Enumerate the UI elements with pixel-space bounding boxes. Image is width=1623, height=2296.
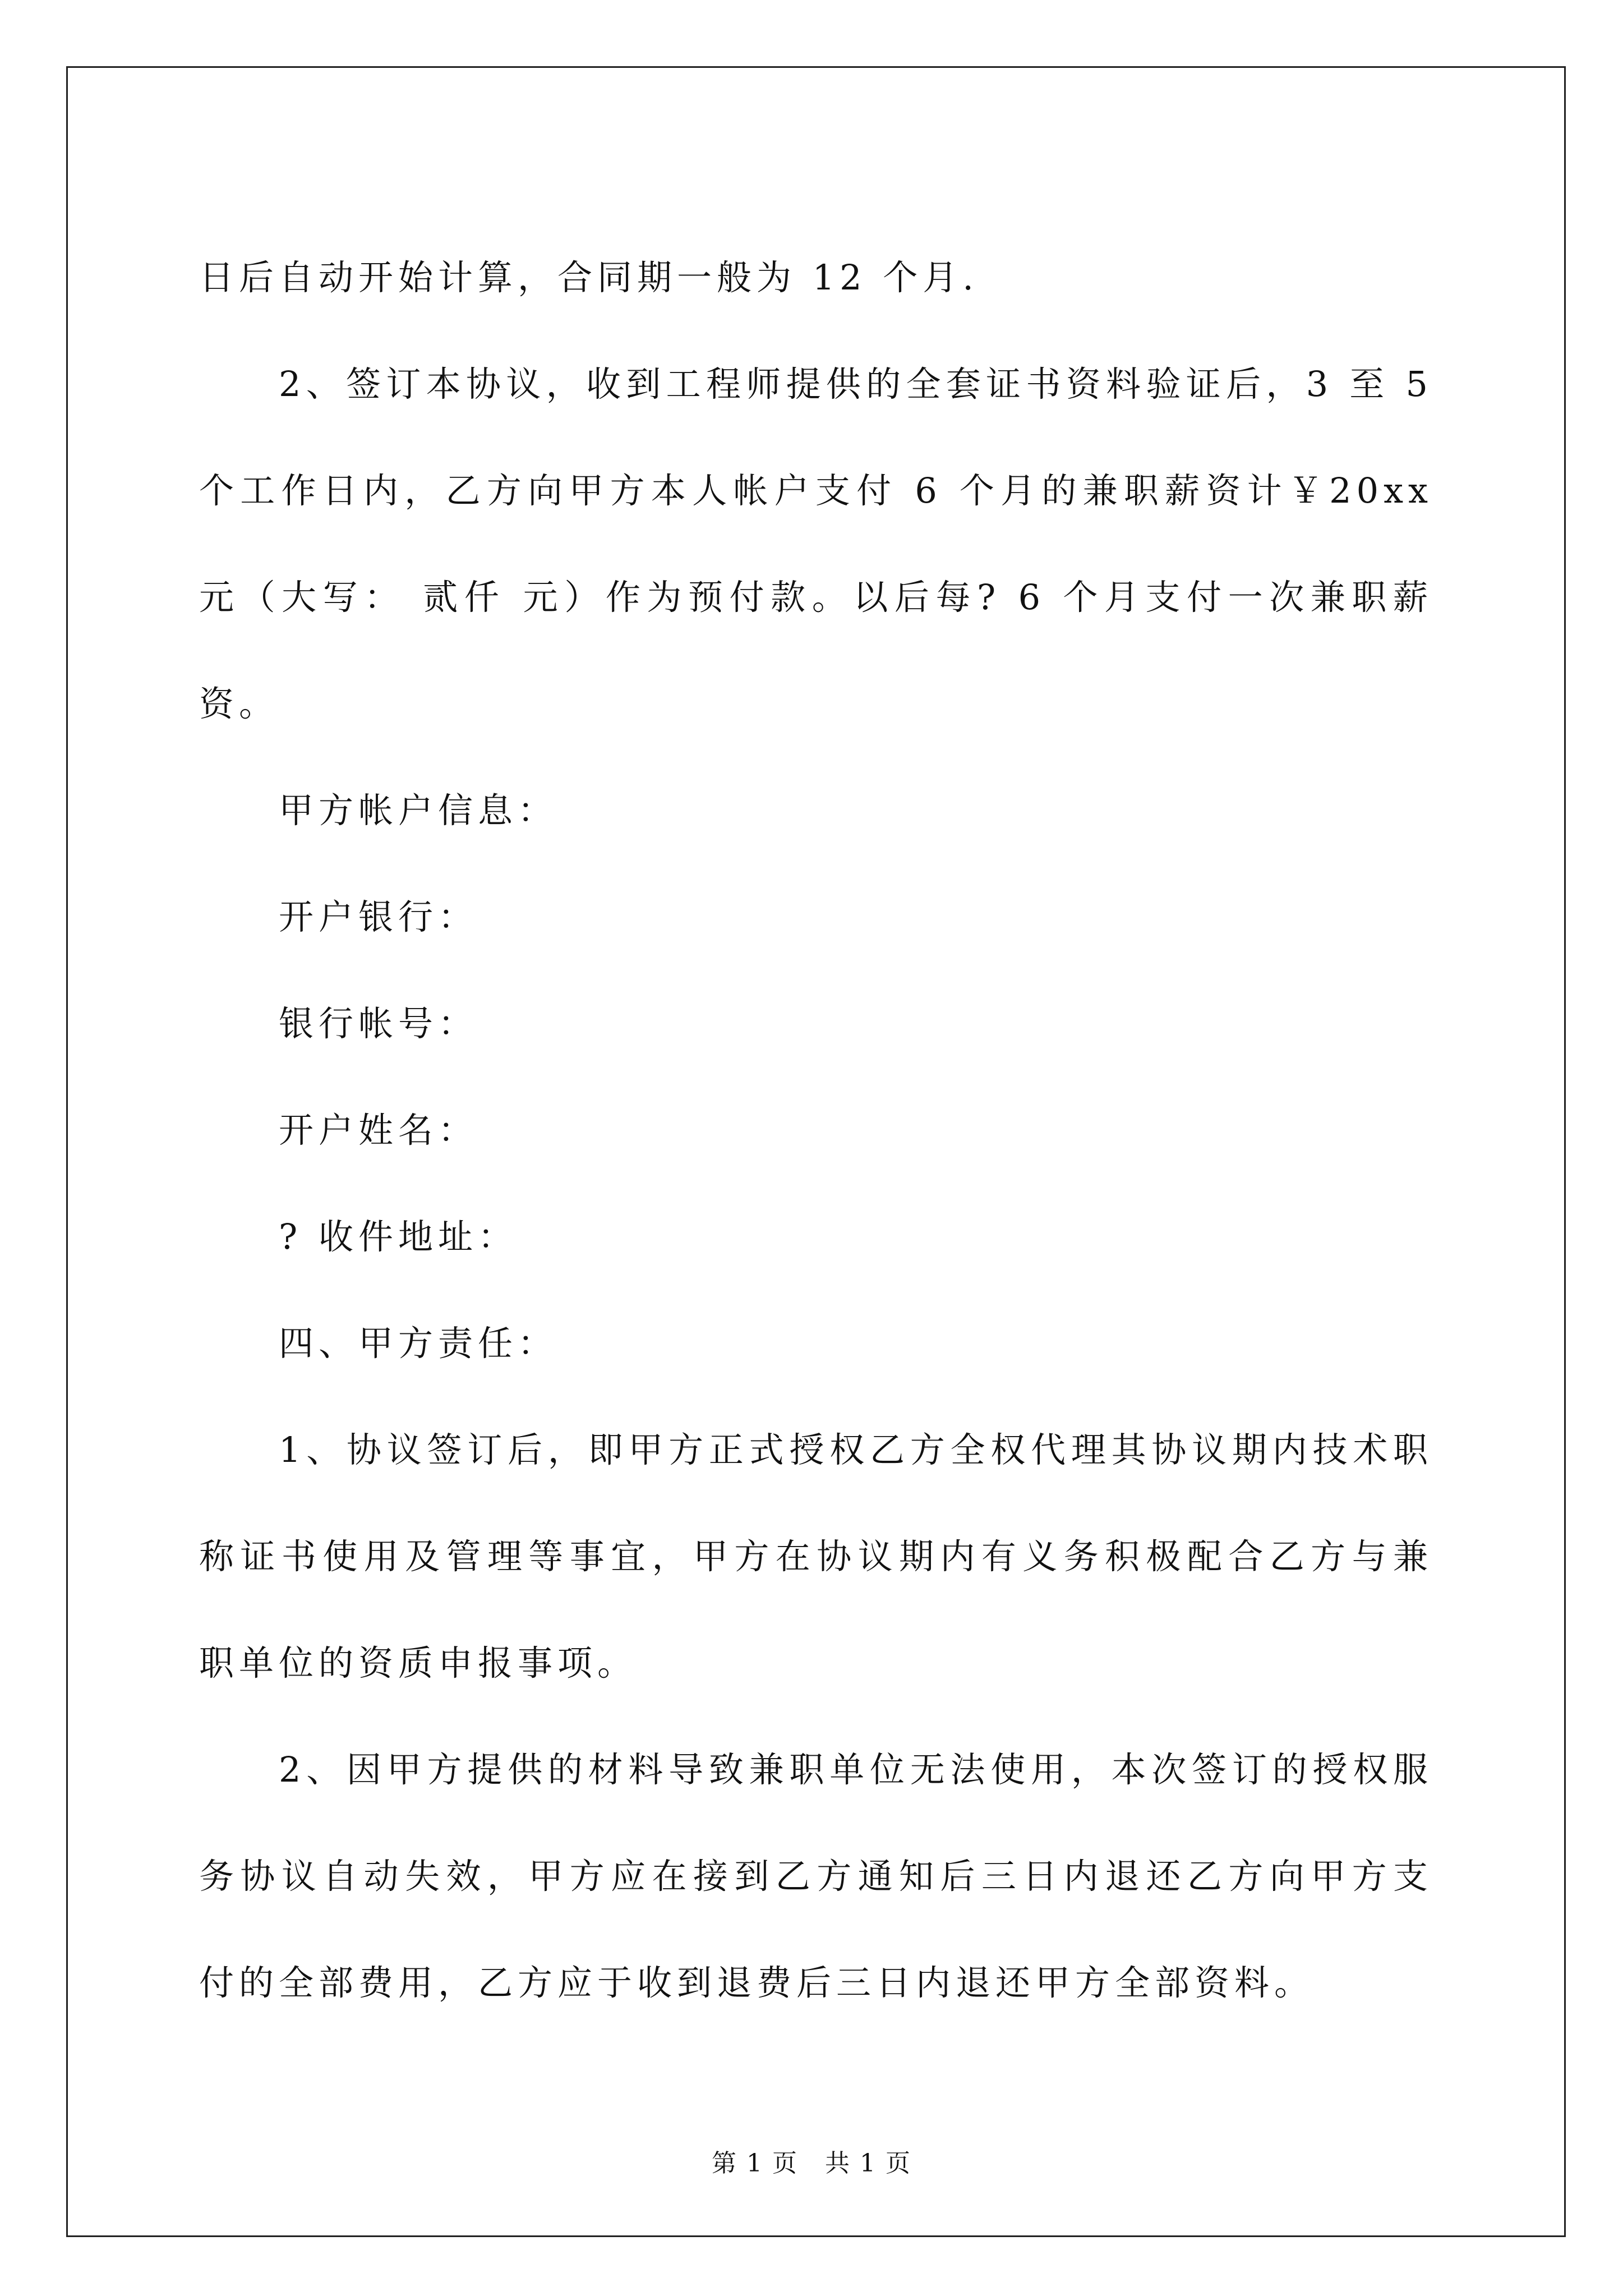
- page-number-total: 共 1 页: [825, 2149, 911, 2178]
- field-mailing-address: ? 收件地址：: [279, 1216, 518, 1257]
- paragraph-contract-term: 日后自动开始计算，合同期一般为 12 个月.: [199, 257, 979, 298]
- section-heading-party-a-duties: 四、甲方责任：: [279, 1323, 558, 1364]
- paragraph-duty-1: 1、协议签订后，即甲方正式授权乙方全权代理其协议期内技术职称证书使用及管理等事宜，甲方在协议期内有义务积极配合乙方与兼职单位的资质申报事项。: [199, 1429, 1433, 1683]
- page-number-current: 第 1 页: [712, 2149, 798, 2178]
- paragraph-payment-terms: 2、签订本协议，收到工程师提供的全套证书资料验证后，3 至 5 个工作日内，乙方向甲方本人帐户支付 6 个月的兼职薪资计￥20xx 元（大写： 贰仟 元）作为预付款。以后每? 6 个月支付一次兼职薪资。: [199, 364, 1433, 724]
- field-account-holder: 开户姓名：: [279, 1110, 478, 1151]
- paragraph-duty-2: 2、因甲方提供的材料导致兼职单位无法使用，本次签订的授权服务协议自动失效，甲方应在接到乙方通知后三日内退还乙方向甲方支付的全部费用，乙方应于收到退费后三日内退还甲方全部资料。: [199, 1749, 1433, 2003]
- page-footer: [0, 2143, 1623, 2179]
- field-bank-name: 开户银行：: [279, 896, 478, 937]
- document-body: [199, 224, 1433, 2036]
- paragraph-account-info-heading: 甲方帐户信息：: [279, 790, 558, 831]
- field-bank-account: 银行帐号：: [279, 1003, 478, 1044]
